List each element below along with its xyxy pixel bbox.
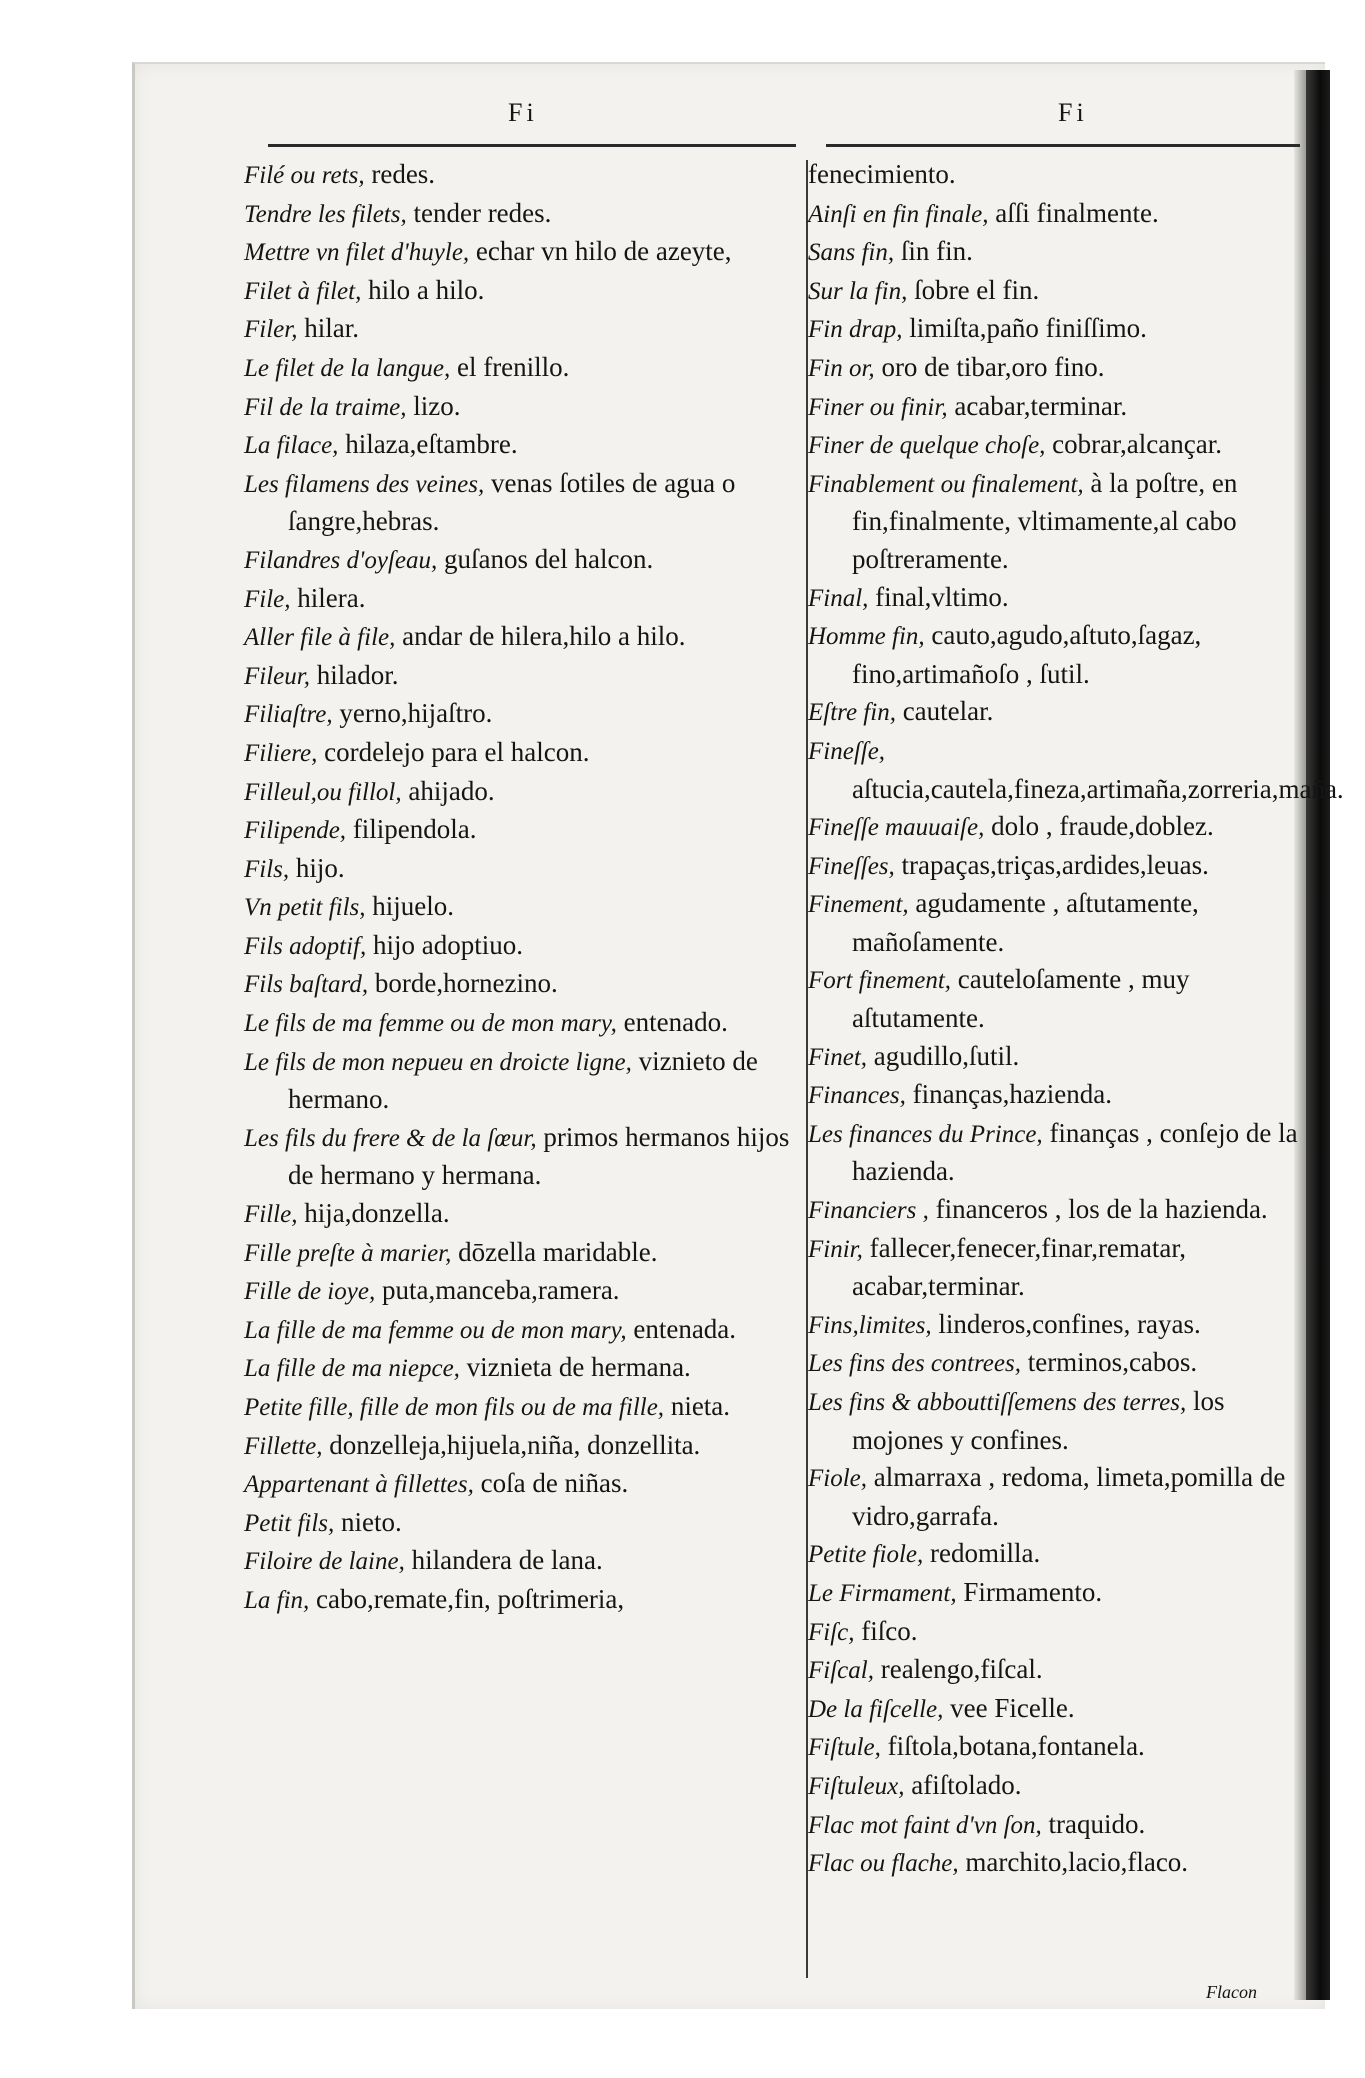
- dictionary-entry: [808, 1535, 1298, 1574]
- dictionary-entry: [808, 579, 1298, 618]
- dictionary-entry: [808, 310, 1298, 349]
- dictionary-entry: [244, 1349, 792, 1388]
- entry-gloss: dolo , fraude,doblez.: [991, 811, 1214, 842]
- entry-gloss: almarraxa , redoma, limeta,pomilla de vidro,garrafa.: [852, 1462, 1286, 1531]
- entry-headword: Fils baſtard,: [244, 971, 369, 999]
- entry-headword: Sur la fin,: [808, 277, 908, 305]
- entry-gloss: hilera.: [297, 582, 366, 613]
- entry-gloss: yerno,hijaſtro.: [339, 698, 493, 729]
- entry-headword: Les fins & abbouttiſſemens des terres,: [808, 1389, 1187, 1416]
- dictionary-entry: [244, 1504, 792, 1543]
- entry-gloss: hijo.: [295, 852, 345, 883]
- entry-headword: Filet à filet,: [244, 277, 362, 305]
- entry-gloss: ahijado.: [408, 775, 495, 806]
- dictionary-entry: [808, 1344, 1298, 1383]
- dictionary-entry: [244, 965, 792, 1004]
- entry-gloss: fiſtola,botana,fontanela.: [887, 1731, 1145, 1762]
- dictionary-entry: [808, 1651, 1298, 1690]
- dictionary-entry: [808, 349, 1298, 388]
- entry-gloss: primos hermanos hijos de hermano y hermana.: [288, 1121, 790, 1191]
- entry-gloss: fiſco.: [861, 1615, 918, 1646]
- entry-headword: Vn petit fils,: [244, 894, 366, 922]
- entry-headword: Petite fiole,: [808, 1541, 924, 1569]
- entry-headword: Fille,: [244, 1201, 298, 1229]
- entry-headword: Fillette,: [244, 1432, 323, 1460]
- dictionary-entry: [808, 388, 1298, 427]
- entry-headword: Finer ou finir,: [808, 393, 948, 421]
- entry-headword: Petite fille, fille de mon fils ou de ma fille,: [244, 1394, 665, 1421]
- dictionary-entry: [808, 885, 1298, 961]
- entry-headword: Finer de quelque choſe,: [808, 432, 1046, 460]
- book-spine-shadow: [1306, 70, 1330, 2000]
- dictionary-entry: [808, 272, 1298, 311]
- entry-gloss: echar vn hilo de azeyte,: [475, 236, 732, 267]
- dictionary-entry: [244, 156, 792, 195]
- entry-headword: Fineſſe mauuaiſe,: [808, 814, 985, 842]
- entry-headword: Finances,: [808, 1082, 906, 1110]
- entry-gloss: traquido.: [1048, 1808, 1146, 1839]
- entry-gloss: borde,hornezino.: [374, 968, 558, 999]
- entry-gloss: trapaças,triças,ardides,leuas.: [901, 849, 1209, 880]
- entry-headword: Finement,: [808, 891, 909, 919]
- dictionary-entry: [244, 618, 792, 657]
- dictionary-entry: [808, 1230, 1298, 1306]
- entry-headword: Mettre vn filet d'huyle,: [244, 239, 470, 267]
- entry-headword: Filandres d'oyſeau,: [244, 546, 438, 574]
- dictionary-entry: [244, 1119, 792, 1195]
- entry-headword: Les filamens des veines,: [244, 470, 485, 498]
- entry-gloss: ſin fin.: [900, 236, 973, 267]
- entry-headword: Fiſc,: [808, 1618, 855, 1646]
- entry-gloss: redomilla.: [929, 1538, 1041, 1569]
- dictionary-entry: [808, 1038, 1298, 1077]
- dictionary-entry: [808, 1806, 1298, 1845]
- entry-headword: Sans fin,: [808, 239, 895, 267]
- dictionary-entry: [808, 1459, 1298, 1535]
- entry-headword: Filleul,ou fillol,: [244, 778, 402, 806]
- entry-headword: Le filet de la langue,: [244, 354, 451, 382]
- entry-headword: Fin or,: [808, 354, 875, 382]
- entry-headword: Fin drap,: [808, 316, 903, 344]
- entry-headword: Appartenant à fillettes,: [244, 1471, 474, 1499]
- dictionary-entry: [244, 773, 792, 812]
- dictionary-entry: [244, 657, 792, 696]
- entry-gloss: finanças , conſejo de la hazienda.: [852, 1117, 1298, 1187]
- dictionary-entry: [244, 1195, 792, 1234]
- entry-headword: La fille de ma femme ou de mon mary,: [244, 1316, 627, 1344]
- entry-headword: Le fils de ma femme ou de mon mary,: [244, 1010, 617, 1038]
- entry-headword: Filer,: [244, 316, 298, 344]
- dictionary-entry: [244, 349, 792, 388]
- entry-gloss: entenado.: [623, 1007, 728, 1038]
- entry-gloss: hilar.: [304, 313, 359, 344]
- entry-gloss: dōzella maridable.: [458, 1236, 658, 1267]
- entry-gloss: à la poſtre, en fin,finalmente, vltimamente,al cabo poſtreramente.: [852, 467, 1238, 574]
- left-column-entries: [244, 156, 792, 1620]
- entry-gloss: vee Ficelle.: [950, 1692, 1075, 1723]
- entry-headword: Finablement ou finalement,: [808, 470, 1084, 498]
- entry-headword: Fils,: [244, 855, 290, 883]
- entry-gloss: redes.: [371, 159, 436, 189]
- entry-gloss: cordelejo para el halcon.: [324, 736, 590, 767]
- dictionary-entry: [244, 580, 792, 619]
- dictionary-entry: [244, 1043, 792, 1119]
- entry-headword: Finir,: [808, 1235, 863, 1263]
- entry-gloss: hilandera de lana.: [411, 1545, 603, 1576]
- dictionary-entry: [244, 1542, 792, 1581]
- entry-headword: Flac ou flache,: [808, 1850, 959, 1878]
- entry-gloss: nieta.: [670, 1391, 731, 1421]
- entry-headword: Petit fils,: [244, 1509, 335, 1537]
- entry-gloss: aſſi finalmente.: [995, 197, 1159, 228]
- entry-headword: Financiers ,: [808, 1197, 929, 1225]
- entry-gloss: ſobre el fin.: [914, 274, 1040, 305]
- entry-gloss: cautelar.: [902, 696, 994, 727]
- dictionary-entry: [808, 1728, 1298, 1767]
- entry-headword: Filoire de laine,: [244, 1548, 405, 1576]
- dictionary-entry: [808, 1690, 1298, 1729]
- entry-gloss: hilador.: [316, 659, 399, 690]
- entry-gloss: guſanos del halcon.: [444, 543, 654, 574]
- entry-gloss: agudillo,ſutil.: [873, 1040, 1020, 1071]
- catchword: Flacon: [1206, 1982, 1257, 2002]
- entry-gloss: andar de hilera,hilo a hilo.: [402, 621, 686, 652]
- dictionary-entry: [244, 310, 792, 349]
- entry-gloss: nieto.: [341, 1506, 402, 1537]
- entry-gloss: afiſtolado.: [911, 1769, 1022, 1800]
- dictionary-entry: [244, 1311, 792, 1350]
- header-rule-left: [268, 144, 796, 147]
- entry-headword: Les finances du Prince,: [808, 1120, 1043, 1148]
- dictionary-entry: [244, 1427, 792, 1466]
- entry-gloss: filipendola.: [352, 814, 477, 845]
- entry-headword: De la fiſcelle,: [808, 1695, 944, 1723]
- entry-gloss: lizo.: [413, 390, 461, 421]
- dictionary-entry: [244, 1272, 792, 1311]
- dictionary-entry: [808, 847, 1298, 886]
- entry-gloss: acabar,terminar.: [954, 390, 1128, 421]
- entry-gloss: limiſta,paño finiſſimo.: [909, 313, 1147, 344]
- dictionary-entry: [808, 1115, 1298, 1191]
- dictionary-entry: [808, 693, 1298, 732]
- dictionary-entry: [808, 1613, 1298, 1652]
- dictionary-entry: [808, 426, 1298, 465]
- entry-headword: Fineſſes,: [808, 852, 895, 880]
- entry-gloss: hijuelo.: [372, 891, 455, 922]
- dictionary-entry: [244, 233, 792, 272]
- entry-headword: Tendre les filets,: [244, 200, 407, 228]
- dictionary-entry: [244, 888, 792, 927]
- dictionary-entry: [244, 734, 792, 773]
- entry-headword: Fiole,: [808, 1465, 868, 1493]
- entry-gloss: final,vltimo.: [875, 581, 1009, 612]
- entry-gloss: linderos,confines, rayas.: [938, 1308, 1201, 1339]
- entry-gloss: viznieta de hermana.: [466, 1352, 691, 1383]
- dictionary-entry: [244, 1581, 792, 1620]
- entry-gloss: viznieto de hermano.: [288, 1045, 758, 1115]
- entry-gloss: terminos,cabos.: [1027, 1347, 1198, 1378]
- entry-gloss: cauto,agudo,aſtuto,ſagaz, fino,artimañoſo , ſutil.: [852, 620, 1202, 689]
- dictionary-entry: [244, 465, 792, 541]
- dictionary-entry: [244, 388, 792, 427]
- entry-gloss: coſa de niñas.: [480, 1468, 629, 1499]
- dictionary-entry: [808, 1767, 1298, 1806]
- entry-headword: Aller file à file,: [244, 624, 396, 652]
- dictionary-entry: [808, 1574, 1298, 1613]
- entry-headword: Ainſi en fin finale,: [808, 200, 989, 228]
- dictionary-entry: [808, 1844, 1298, 1883]
- entry-headword: Finet,: [808, 1043, 868, 1071]
- entry-headword: Fineſſe,: [808, 737, 886, 765]
- entry-headword: Filé ou rets,: [244, 162, 365, 189]
- dictionary-entry: [808, 465, 1298, 579]
- dictionary-entry: [244, 1234, 792, 1273]
- dictionary-entry: [244, 811, 792, 850]
- entry-gloss: marchito,lacio,flaco.: [965, 1847, 1189, 1878]
- entry-gloss: finanças,hazienda.: [912, 1079, 1113, 1110]
- entry-gloss: hija,donzella.: [304, 1198, 450, 1229]
- dictionary-entry: [808, 1383, 1298, 1459]
- entry-headword: File,: [244, 585, 291, 613]
- dictionary-entry: [808, 617, 1298, 693]
- entry-gloss: aſtucia,cautela,fineza,artimaña,zorreria,maña.: [852, 773, 1344, 804]
- entry-headword: Les fins des contrees,: [808, 1350, 1021, 1378]
- entry-gloss: los mojones y confines.: [852, 1386, 1225, 1455]
- dictionary-entry: [808, 732, 1344, 808]
- dictionary-entry: [244, 927, 792, 966]
- entry-gloss: el frenillo.: [456, 351, 570, 382]
- entry-headword: Final,: [808, 584, 869, 612]
- entry-gloss: cobrar,alcançar.: [1052, 429, 1222, 460]
- dictionary-entry: [244, 1388, 792, 1427]
- entry-gloss: hijo adoptiuo.: [372, 929, 523, 960]
- entry-headword: La filace,: [244, 432, 339, 460]
- entry-headword: Filiaſtre,: [244, 701, 333, 729]
- entry-gloss: hilaza,eſtambre.: [345, 429, 518, 460]
- entry-headword: Fille de ioye,: [244, 1278, 376, 1306]
- dictionary-entry: [244, 272, 792, 311]
- entry-gloss: venas ſotiles de agua o ſangre,hebras.: [288, 467, 736, 537]
- dictionary-entry: [808, 156, 1298, 195]
- entry-headword: Le Firmament,: [808, 1579, 957, 1607]
- entry-gloss: fallecer,fenecer,finar,rematar, acabar,terminar.: [852, 1232, 1187, 1302]
- entry-headword: La fille de ma niepce,: [244, 1355, 460, 1383]
- entry-headword: Fileur,: [244, 662, 310, 690]
- entry-headword: Flac mot faint d'vn ſon,: [808, 1811, 1042, 1839]
- entry-gloss: cabo,remate,fin, poſtrimeria,: [316, 1583, 625, 1614]
- entry-gloss: realengo,fiſcal.: [880, 1654, 1043, 1685]
- entry-headword: Homme fin,: [808, 623, 925, 651]
- dictionary-entry: [808, 1076, 1298, 1115]
- running-head-left: Fi: [508, 98, 538, 127]
- entry-gloss: hilo a hilo.: [368, 274, 485, 305]
- dictionary-entry: [808, 1306, 1298, 1345]
- entry-gloss: fenecimiento.: [808, 159, 956, 189]
- entry-gloss: tender redes.: [413, 197, 552, 228]
- dictionary-entry: [808, 195, 1298, 234]
- dictionary-entry: [244, 541, 792, 580]
- entry-headword: Le fils de mon nepueu en droicte ligne,: [244, 1048, 632, 1076]
- dictionary-entry: [808, 808, 1298, 847]
- dictionary-entry: [244, 695, 792, 734]
- entry-headword: Fil de la traime,: [244, 393, 407, 421]
- entry-headword: Fort finement,: [808, 967, 952, 995]
- entry-gloss: donzelleja,hijuela,niña, donzellita.: [329, 1429, 701, 1460]
- entry-gloss: Firmamento.: [963, 1576, 1103, 1607]
- dictionary-entry: [808, 1191, 1298, 1230]
- dictionary-entry: [244, 850, 792, 889]
- dictionary-entry: [244, 1465, 792, 1504]
- entry-headword: Filipende,: [244, 817, 347, 845]
- entry-headword: Les fils du frere & de la ſœur,: [244, 1124, 537, 1152]
- dictionary-entry: [808, 961, 1298, 1037]
- entry-headword: Fiſtuleux,: [808, 1772, 905, 1800]
- entry-headword: La fin,: [244, 1586, 310, 1614]
- entry-headword: Fins,limites,: [808, 1311, 932, 1339]
- entry-gloss: entenada.: [633, 1313, 737, 1344]
- entry-gloss: agudamente , aſtutamente, mañoſamente.: [852, 888, 1199, 957]
- entry-gloss: oro de tibar,oro fino.: [881, 351, 1105, 382]
- entry-headword: Fiſcal,: [808, 1657, 874, 1685]
- header-rule-right: [826, 144, 1300, 147]
- entry-headword: Filiere,: [244, 739, 318, 767]
- entry-headword: Eſtre fin,: [808, 699, 896, 727]
- dictionary-entry: [808, 233, 1298, 272]
- running-head-right: Fi: [1058, 98, 1088, 127]
- entry-headword: Fils adoptif,: [244, 932, 367, 960]
- dictionary-entry: [244, 426, 792, 465]
- entry-headword: Fiſtule,: [808, 1734, 881, 1762]
- entry-gloss: financeros , los de la hazienda.: [935, 1194, 1268, 1225]
- entry-headword: Fille preſte à marier,: [244, 1239, 452, 1267]
- dictionary-entry: [244, 195, 792, 234]
- entry-gloss: puta,manceba,ramera.: [381, 1275, 620, 1306]
- entry-gloss: cauteloſamente , muy aſtutamente.: [852, 964, 1190, 1034]
- dictionary-entry: [244, 1004, 792, 1043]
- right-column-entries: [808, 156, 1344, 1883]
